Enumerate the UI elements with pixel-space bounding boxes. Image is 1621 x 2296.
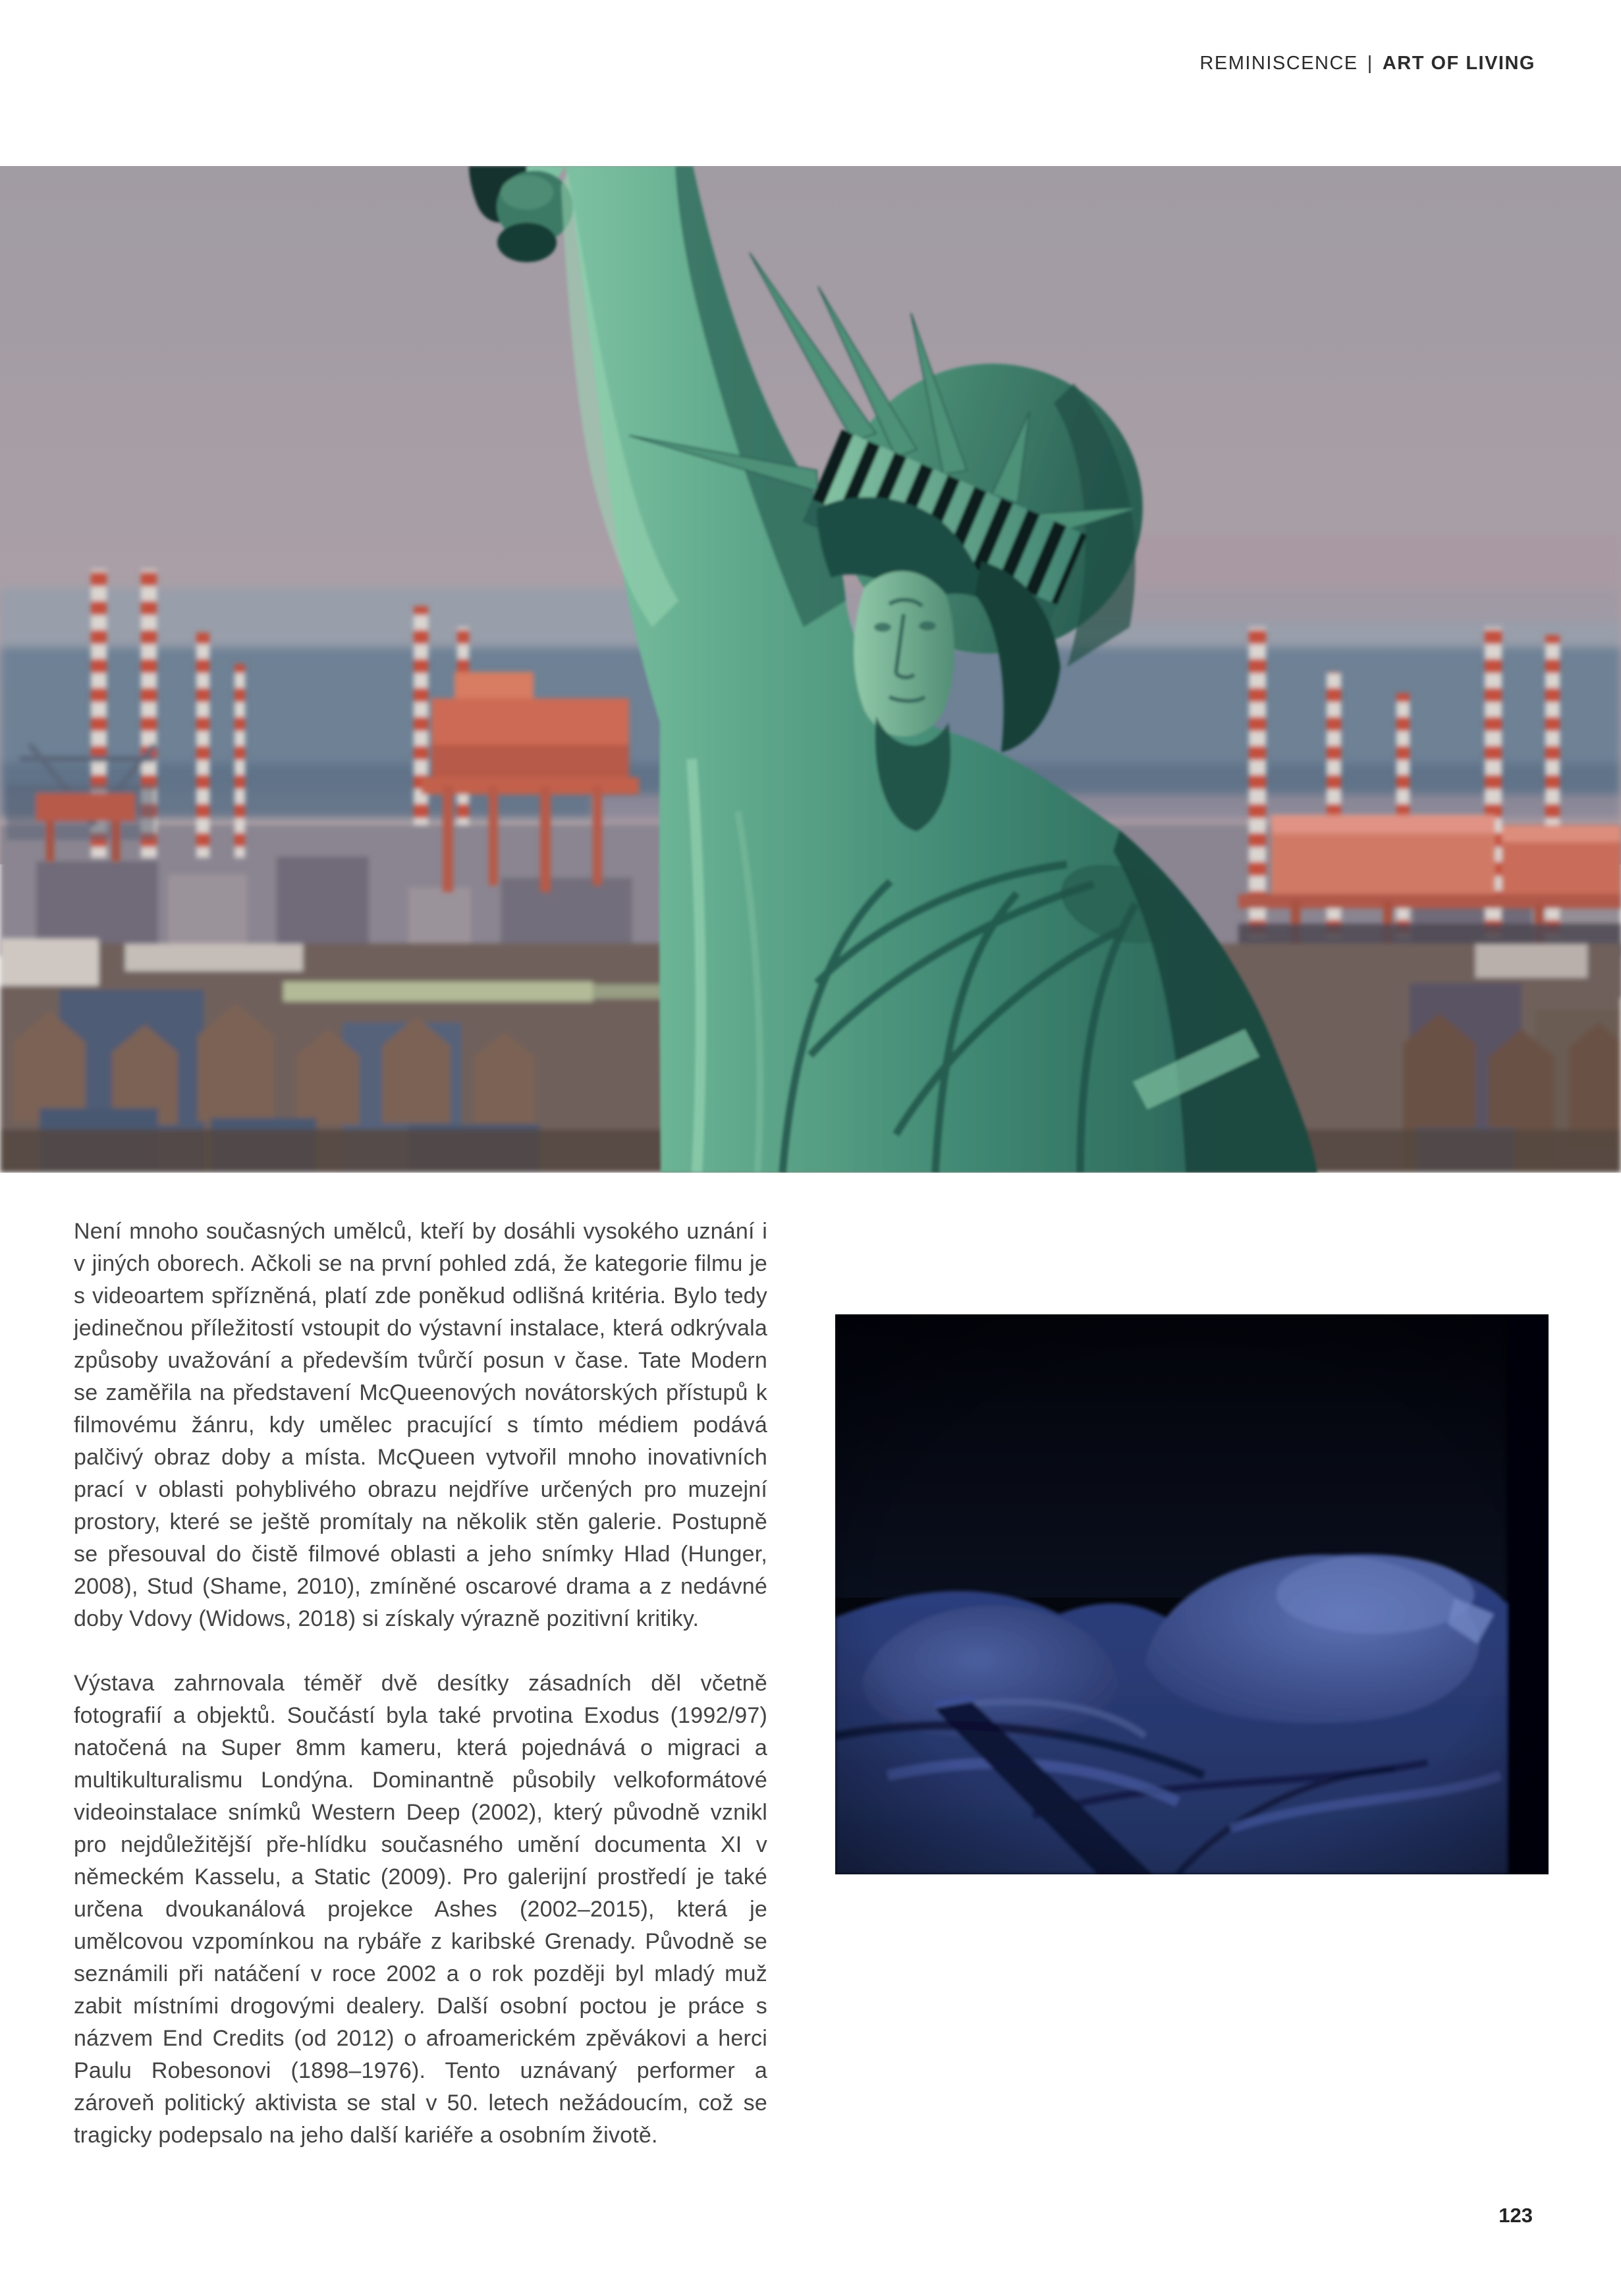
page-header [1199, 53, 1535, 74]
article-paragraph-1: Není mnoho současných umělců, kteří by dosáhli vysokého uznání i v jiných oborech. Ačkoli se na první pohled zdá, že kategorie filmu je s videoartem spřízněná, platí zde poněkud odlišná kritéria. Bylo tedy jedinečnou příležitostí vstoupit do výstavní instalace, která odkrývala způsoby uvažování a především tvůrčí posun v čase. Tate Modern se zaměřila na představení McQueenových novátorských přístupů k filmovému žánru, kdy umělec pracující s tímto médiem podává palčivý obraz doby a místa. McQueen vytvořil mnoho inovativních prací v oblasti pohyblivého obrazu nejdříve určených pro muzejní prostory, které se ještě promítaly na několik stěn galerie. Postupně se přesouval do čistě filmové oblasti a jeho snímky Hlad (Hunger, 2008), Stud (Shame, 2010), zmíněné oscarové drama a z nedávné doby Vdovy (Widows, 2018) si získaly výrazně pozitivní kritiky. [74, 1219, 767, 1631]
bed-photo-illustration [835, 1314, 1549, 1874]
article-body [74, 1216, 767, 2152]
page-number: 123 [1498, 2204, 1533, 2227]
statue-photo-illustration [0, 166, 1621, 1173]
header-magazine-title: ART OF LIVING [1382, 53, 1535, 74]
header-section-label: REMINISCENCE [1199, 53, 1358, 74]
night-bed-photo [835, 1314, 1549, 1874]
header-separator: | [1367, 53, 1373, 74]
bed-photo-vignette [835, 1314, 1549, 1874]
statue-of-liberty-photo [0, 166, 1621, 1173]
article-paragraph-2: Výstava zahrnovala téměř dvě desítky zásadních děl včetně fotografií a objektů. Součástí byla také prvotina Exodus (1992/97) natočená na Super 8mm kameru, která pojednává o migraci a multikulturalismu Londýna. Dominantně působily velkoformátové videoinstalace snímků Western Deep (2002), který původně vznikl pro nejdůležitější pře-hlídku současného umění documenta XI v německém Kasselu, a Static (2009). Pro galerijní prostředí je také určena dvoukanálová projekce Ashes (2002–2015), která je umělcovou vzpomínkou na rybáře z karibské Grenady. Původně se seznámili při natáčení v roce 2002 a o rok později byl mladý muž zabit místními drogovými dealery. Další osobní poctou je práce s názvem End Credits (od 2012) o afroamerickém zpěvákovi a herci Paulu Robesonovi (1898–1976). Tento uznávaný performer a zároveň politický aktivista se stal v 50. letech nežádoucím, což se tragicky podepsalo na jeho další kariéře a osobním životě. [74, 1671, 767, 2148]
